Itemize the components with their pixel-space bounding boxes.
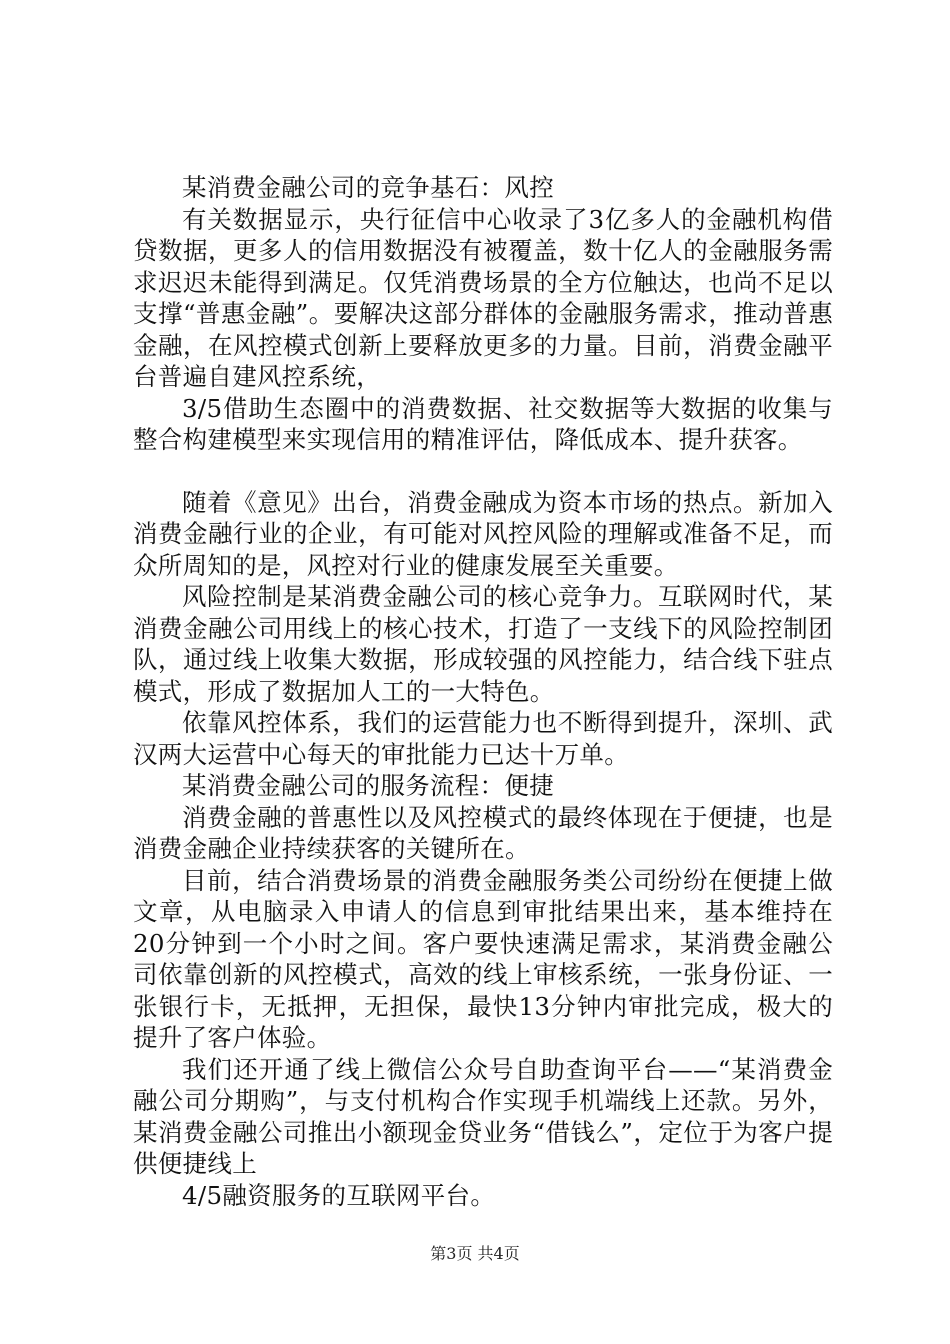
document-body (133, 172, 833, 1211)
page-footer: 第3页 共4页 (430, 1244, 520, 1263)
paragraph-big-data-modeling: 3/5借助生态圈中的消费数据、社交数据等大数据的收集与整合构建模型来实现信用的精准评估，降低成本、提升获客。 (133, 393, 833, 454)
paragraph-credit-data: 有关数据显示，央行征信中心收录了3亿多人的金融机构借贷数据，更多人的信用数据没有被覆盖，数十亿人的金融服务需求迟迟未能得到满足。仅凭消费场景的全方位触达，也尚不足以支撑“普惠金融”。要解决这部分群体的金融服务需求，推动普惠金融，在风控模式创新上要释放更多的力量。目前，消费金融平台普遍自建风控系统， (133, 204, 833, 391)
section-heading-service-process: 某消费金融公司的服务流程：便捷 (182, 771, 554, 800)
paragraph-convenience: 消费金融的普惠性以及风控模式的最终体现在于便捷，也是消费金融企业持续获客的关键所在。 (133, 802, 833, 863)
section-heading-risk-control: 某消费金融公司的竞争基石：风控 (182, 173, 554, 202)
paragraph-policy-opinion: 随着《意见》出台，消费金融成为资本市场的热点。新加入消费金融行业的企业，有可能对风控风险的理解或准备不足，而众所周知的是，风控对行业的健康发展至关重要。 (133, 487, 833, 580)
paragraph-internet-platform: 4/5融资服务的互联网平台。 (182, 1180, 496, 1210)
paragraph-operations-centers: 依靠风控体系，我们的运营能力也不断得到提升，深圳、武汉两大运营中心每天的审批能力已达十万单。 (133, 708, 833, 769)
paragraph-spacer (133, 456, 833, 487)
paragraph-wechat-platform: 我们还开通了线上微信公众号自助查询平台——“某消费金融公司分期购”，与支付机构合作实现手机端线上还款。另外，某消费金融公司推出小额现金贷业务“借钱么”，定位于为客户提供便捷线上 (133, 1054, 833, 1178)
paragraph-approval-speed: 目前，结合消费场景的消费金融服务类公司纷纷在便捷上做文章，从电脑录入申请人的信息到审批结果出来，基本维持在20分钟到一个小时之间。客户要快速满足需求，某消费金融公司依靠创新的风控模式，高效的线上审核系统，一张身份证、一张银行卡，无抵押，无担保，最快13分钟内审批完成，极大的提升了客户体验。 (133, 865, 833, 1052)
paragraph-core-competitiveness: 风险控制是某消费金融公司的核心竞争力。互联网时代，某消费金融公司用线上的核心技术，打造了一支线下的风险控制团队，通过线上收集大数据，形成较强的风控能力，结合线下驻点模式，形成了数据加人工的一大特色。 (133, 582, 833, 706)
